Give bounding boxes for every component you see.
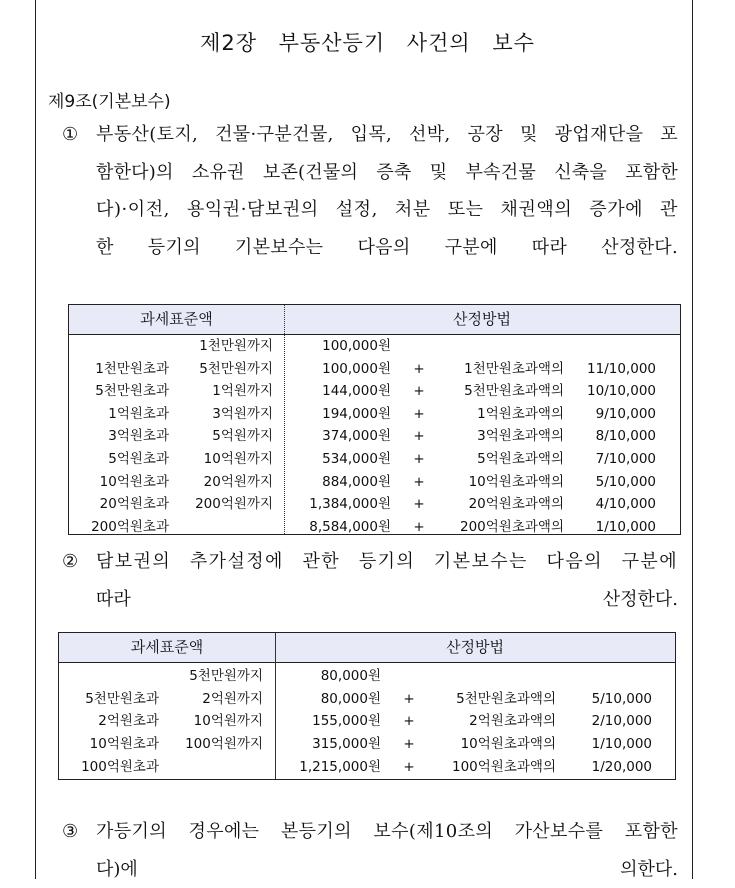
table-cell-plus-sign: + xyxy=(401,425,437,448)
table-cell-range-to: 1천만원까지 xyxy=(179,335,273,358)
table-cell-rate: 11/10,000 xyxy=(569,358,656,381)
table-cell-plus-sign: + xyxy=(401,403,437,426)
table-cell-base-fee: 1,384,000원 xyxy=(291,493,391,516)
table-cell-base-fee: 155,000원 xyxy=(281,710,381,733)
table-cell-rate: 1/10,000 xyxy=(564,733,652,756)
table-cell-excess-label: 5억원초과액의 xyxy=(439,448,564,471)
table-cell-range-from: 3억원초과 xyxy=(69,425,169,448)
table-cell-base-fee: 315,000원 xyxy=(281,733,381,756)
paragraph-line: 부동산(토지, 건물·구분건물, 입목, 선박, 공장 및 광업재단을 포 xyxy=(96,116,678,154)
table-cell-rate: 8/10,000 xyxy=(569,425,656,448)
table-cell-range-from: 20억원초과 xyxy=(69,493,169,516)
table-cell-excess-label: 5천만원초과액의 xyxy=(429,688,556,711)
paragraph-line: 따라 산정한다. xyxy=(96,581,678,619)
page-border-right xyxy=(692,0,693,879)
table-cell-rate: 1/10,000 xyxy=(569,516,656,539)
table-cell-plus-sign: + xyxy=(401,516,437,539)
table-cell-range-from: 5천만원초과 xyxy=(69,380,169,403)
column-divider xyxy=(284,305,285,534)
table-cell-range-from: 200억원초과 xyxy=(69,516,169,539)
table-cell-range-to: 1억원까지 xyxy=(179,380,273,403)
table-cell-base-fee: 80,000원 xyxy=(281,665,381,688)
article-title: 제9조(기본보수) xyxy=(48,87,171,112)
table-cell-range-to: 10억원까지 xyxy=(179,448,273,471)
table-cell-excess-label: 10억원초과액의 xyxy=(429,733,556,756)
table-cell-excess-label: 100억원초과액의 xyxy=(429,756,556,779)
paragraph-line: 함한다)의 소유권 보존(건물의 증축 및 부속건물 신축을 포함한 xyxy=(96,154,678,192)
table-cell-rate: 1/20,000 xyxy=(564,756,652,779)
table-cell-base-fee: 1,215,000원 xyxy=(281,756,381,779)
table-cell-plus-sign: + xyxy=(401,493,437,516)
table-cell-excess-label: 1억원초과액의 xyxy=(439,403,564,426)
table-cell-plus-sign: + xyxy=(401,448,437,471)
table-cell-plus-sign: + xyxy=(391,710,427,733)
table-cell-range-to: 3억원까지 xyxy=(179,403,273,426)
table-cell-rate: 4/10,000 xyxy=(569,493,656,516)
table-cell-excess-label: 1천만원초과액의 xyxy=(439,358,564,381)
table-cell-excess-label: 3억원초과액의 xyxy=(439,425,564,448)
table-cell-range-to: 10억원까지 xyxy=(169,710,263,733)
paragraph-line: 한 등기의 기본보수는 다음의 구분에 따라 산정한다. xyxy=(96,229,678,267)
table-cell-excess-label: 10억원초과액의 xyxy=(439,471,564,494)
table-cell-base-fee: 100,000원 xyxy=(291,358,391,381)
table-cell-rate: 10/10,000 xyxy=(569,380,656,403)
header-tax-base: 과세표준액 xyxy=(59,633,275,662)
table-header xyxy=(59,633,675,663)
table-cell-base-fee: 194,000원 xyxy=(291,403,391,426)
table-cell-plus-sign: + xyxy=(391,733,427,756)
page-border-left xyxy=(35,0,36,879)
table-cell-range-to: 2억원까지 xyxy=(169,688,263,711)
paragraph-1 xyxy=(96,116,678,266)
chapter-title: 제2장 부동산등기 사건의 보수 xyxy=(0,27,735,57)
paragraph-number: ① xyxy=(62,116,78,154)
table-cell-rate: 5/10,000 xyxy=(564,688,652,711)
table-cell-plus-sign: + xyxy=(401,471,437,494)
table-cell-range-to: 20억원까지 xyxy=(179,471,273,494)
table-cell-plus-sign: + xyxy=(391,688,427,711)
table-cell-range-to: 100억원까지 xyxy=(169,733,263,756)
table-cell-range-to: 5천만원까지 xyxy=(179,358,273,381)
table-cell-base-fee: 144,000원 xyxy=(291,380,391,403)
header-calculation: 산정방법 xyxy=(275,633,675,662)
table-cell-plus-sign: + xyxy=(401,380,437,403)
table-cell-base-fee: 80,000원 xyxy=(281,688,381,711)
table-cell-range-from: 2억원초과 xyxy=(59,710,159,733)
table-cell-range-from: 10억원초과 xyxy=(69,471,169,494)
table-cell-range-to: 5억원까지 xyxy=(179,425,273,448)
paragraph-line: 다)에 의한다. xyxy=(96,851,678,888)
table-cell-range-to: 200억원까지 xyxy=(179,493,273,516)
table-cell-base-fee: 374,000원 xyxy=(291,425,391,448)
table-cell-base-fee: 884,000원 xyxy=(291,471,391,494)
paragraph-number: ③ xyxy=(62,813,78,851)
table-cell-plus-sign: + xyxy=(391,756,427,779)
table-cell-excess-label: 20억원초과액의 xyxy=(439,493,564,516)
table-cell-excess-label: 2억원초과액의 xyxy=(429,710,556,733)
table-cell-range-to: 5천만원까지 xyxy=(169,665,263,688)
paragraph-number: ② xyxy=(62,543,78,581)
table-cell-excess-label: 5천만원초과액의 xyxy=(439,380,564,403)
table-cell-range-from: 5억원초과 xyxy=(69,448,169,471)
table-cell-excess-label: 200억원초과액의 xyxy=(439,516,564,539)
table-cell-plus-sign: + xyxy=(401,358,437,381)
paragraph-line: 가등기의 경우에는 본등기의 보수(제10조의 가산보수를 포함한 xyxy=(96,813,678,851)
table-cell-range-from: 1천만원초과 xyxy=(69,358,169,381)
table-cell-range-from: 100억원초과 xyxy=(59,756,159,779)
fee-table-1 xyxy=(68,304,681,535)
paragraph-line: 다)·이전, 용익권·담보권의 설정, 처분 또는 채권액의 증가에 관 xyxy=(96,191,678,229)
paragraph-2 xyxy=(96,543,678,618)
table-cell-base-fee: 100,000원 xyxy=(291,335,391,358)
header-tax-base: 과세표준액 xyxy=(69,305,284,334)
table-header xyxy=(69,305,680,335)
paragraph-line: 담보권의 추가설정에 관한 등기의 기본보수는 다음의 구분에 xyxy=(96,543,678,581)
table-cell-rate: 9/10,000 xyxy=(569,403,656,426)
table-cell-base-fee: 8,584,000원 xyxy=(291,516,391,539)
table-cell-range-from: 1억원초과 xyxy=(69,403,169,426)
column-divider xyxy=(275,633,276,779)
table-cell-base-fee: 534,000원 xyxy=(291,448,391,471)
table-cell-range-from: 5천만원초과 xyxy=(59,688,159,711)
paragraph-3 xyxy=(96,813,678,888)
fee-table-2 xyxy=(58,632,676,780)
table-cell-rate: 5/10,000 xyxy=(569,471,656,494)
header-calculation: 산정방법 xyxy=(284,305,680,334)
table-cell-rate: 2/10,000 xyxy=(564,710,652,733)
table-cell-rate: 7/10,000 xyxy=(569,448,656,471)
table-cell-range-from: 10억원초과 xyxy=(59,733,159,756)
